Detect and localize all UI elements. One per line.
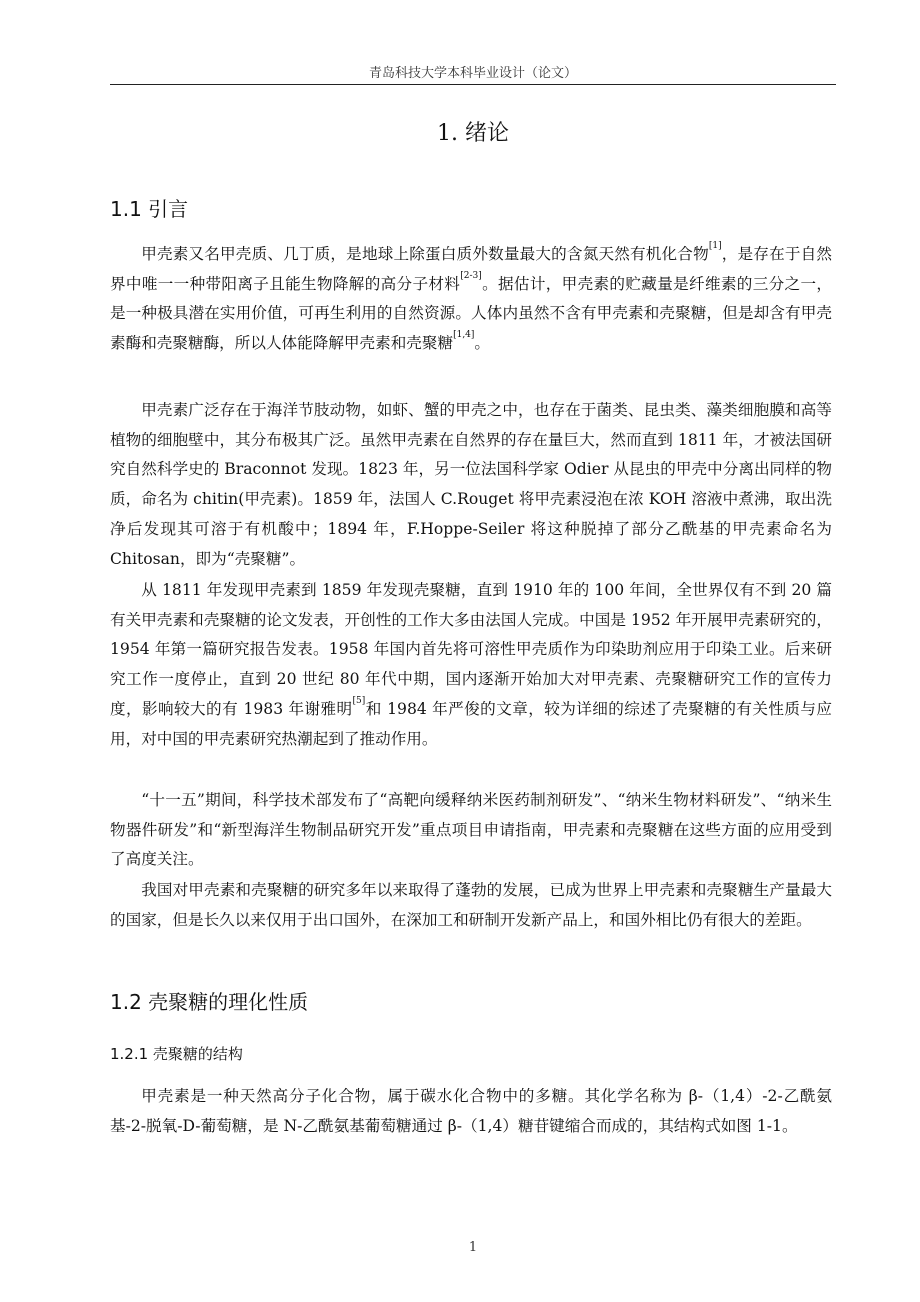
subsection-heading-1-2-1: 1.2.1 壳聚糖的结构 (110, 1045, 243, 1063)
paragraph-intro-4: “十一五”期间，科学技术部发布了“高靶向缓释纳米医药制剂研发”、“纳米生物材料研发”、“纳米生物器件研发”和“新型海洋生物制品研究开发”重点项目申请指南，甲壳素和壳聚糖在这些方面的应用受到了高度关注。 (110, 791, 832, 869)
paragraph-text: ，是存在于自然界中唯一一种带阳离子且能生物降解的高分子材料 (110, 245, 832, 293)
paragraph-intro-1 (110, 240, 832, 359)
citation: [1,4] (453, 330, 475, 341)
citation: [2-3] (460, 270, 482, 281)
paragraph-text: 从 1811 年发现甲壳素到 1859 年发现壳聚糖，直到 1910 年的 100 年间，全世界仅有不到 20 篇有关甲壳素和壳聚糖的论文发表，开创性的工作大多由法国人完成。中国是 1952 年开展甲壳素研究的，1954 年第一篇研究报告发表。1958 年国内首先将可溶性甲壳质作为印染助剂应用于印染工业。后来研究工作一度停止，直到 20 世纪 80 年代中期，国内逐渐开始加大对甲壳素、壳聚糖研究工作的宣传力度，影响较大的有 1983 年谢雅明 (110, 581, 832, 718)
page-number: 1 (468, 1240, 478, 1255)
paragraph-text: 和 1984 年严俊的文章，较为详细的综述了壳聚糖的有关性质与应用，对中国的甲壳素研究热潮起到了推动作用。 (110, 699, 832, 748)
citation: [1] (708, 241, 722, 251)
section-heading-1-1: 1.1 引言 (110, 197, 189, 221)
section-heading-1-2: 1.2 壳聚糖的理化性质 (110, 990, 309, 1014)
running-header: 青岛科技大学本科毕业设计（论文） (368, 66, 577, 81)
header-rule (110, 84, 836, 85)
paragraph-text: 甲壳素又名甲壳质、几丁质，是地球上除蛋白质外数量最大的含氮天然有机化合物 (141, 245, 709, 263)
paragraph-intro-3 (110, 576, 832, 754)
citation: [5] (352, 695, 366, 706)
paragraph-text: 。 (474, 334, 491, 353)
paragraph-intro-5: 我国对甲壳素和壳聚糖的研究多年以来取得了蓬勃的发展，已成为世界上甲壳素和壳聚糖生产量最大的国家，但是长久以来仅用于出口国外，在深加工和研制开发新产品上，和国外相比仍有很大的差距。 (110, 881, 832, 929)
paragraph-text: 。据估计，甲壳素的贮藏量是纤维素的三分之一，是一种极具潜在实用价值，可再生利用的自然资源。人体内虽然不含有甲壳素和壳聚糖，但是却含有甲壳素酶和壳聚糖酶，所以人体能降解甲壳素和壳聚糖 (110, 274, 832, 353)
paragraph-intro-2: 甲壳素广泛存在于海洋节肢动物，如虾、蟹的甲壳之中，也存在于菌类、昆虫类、藻类细胞膜和高等植物的细胞壁中，其分布极其广泛。虽然甲壳素在自然界的存在量巨大，然而直到 1811 年，才被法国研究自然科学史的 Braconnot 发现。1823 年，另一位法国科学家 Odier 从昆虫的甲壳中分离出同样的物质，命名为 chitin(甲壳素)。1859 年，法国人 C.Rouget 将甲壳素浸泡在浓 KOH 溶液中煮沸，取出洗净后发现其可溶于有机酸中；1894 年，F.Hoppe-Seiler 将这种脱掉了部分乙酰基的甲壳素命名为 Chitosan，即为“壳聚糖”。 (110, 401, 832, 568)
chapter-title: 1. 绪论 (437, 121, 509, 146)
paragraph-structure: 甲壳素是一种天然高分子化合物，属于碳水化合物中的多糖。其化学名称为 β-（1,4）-2-乙酰氨基-2-脱氧-D-葡萄糖，是 N-乙酰氨基葡萄糖通过 β-（1,4）糖苷键缩合而成的，其结构式如图 1-1。 (110, 1087, 832, 1135)
